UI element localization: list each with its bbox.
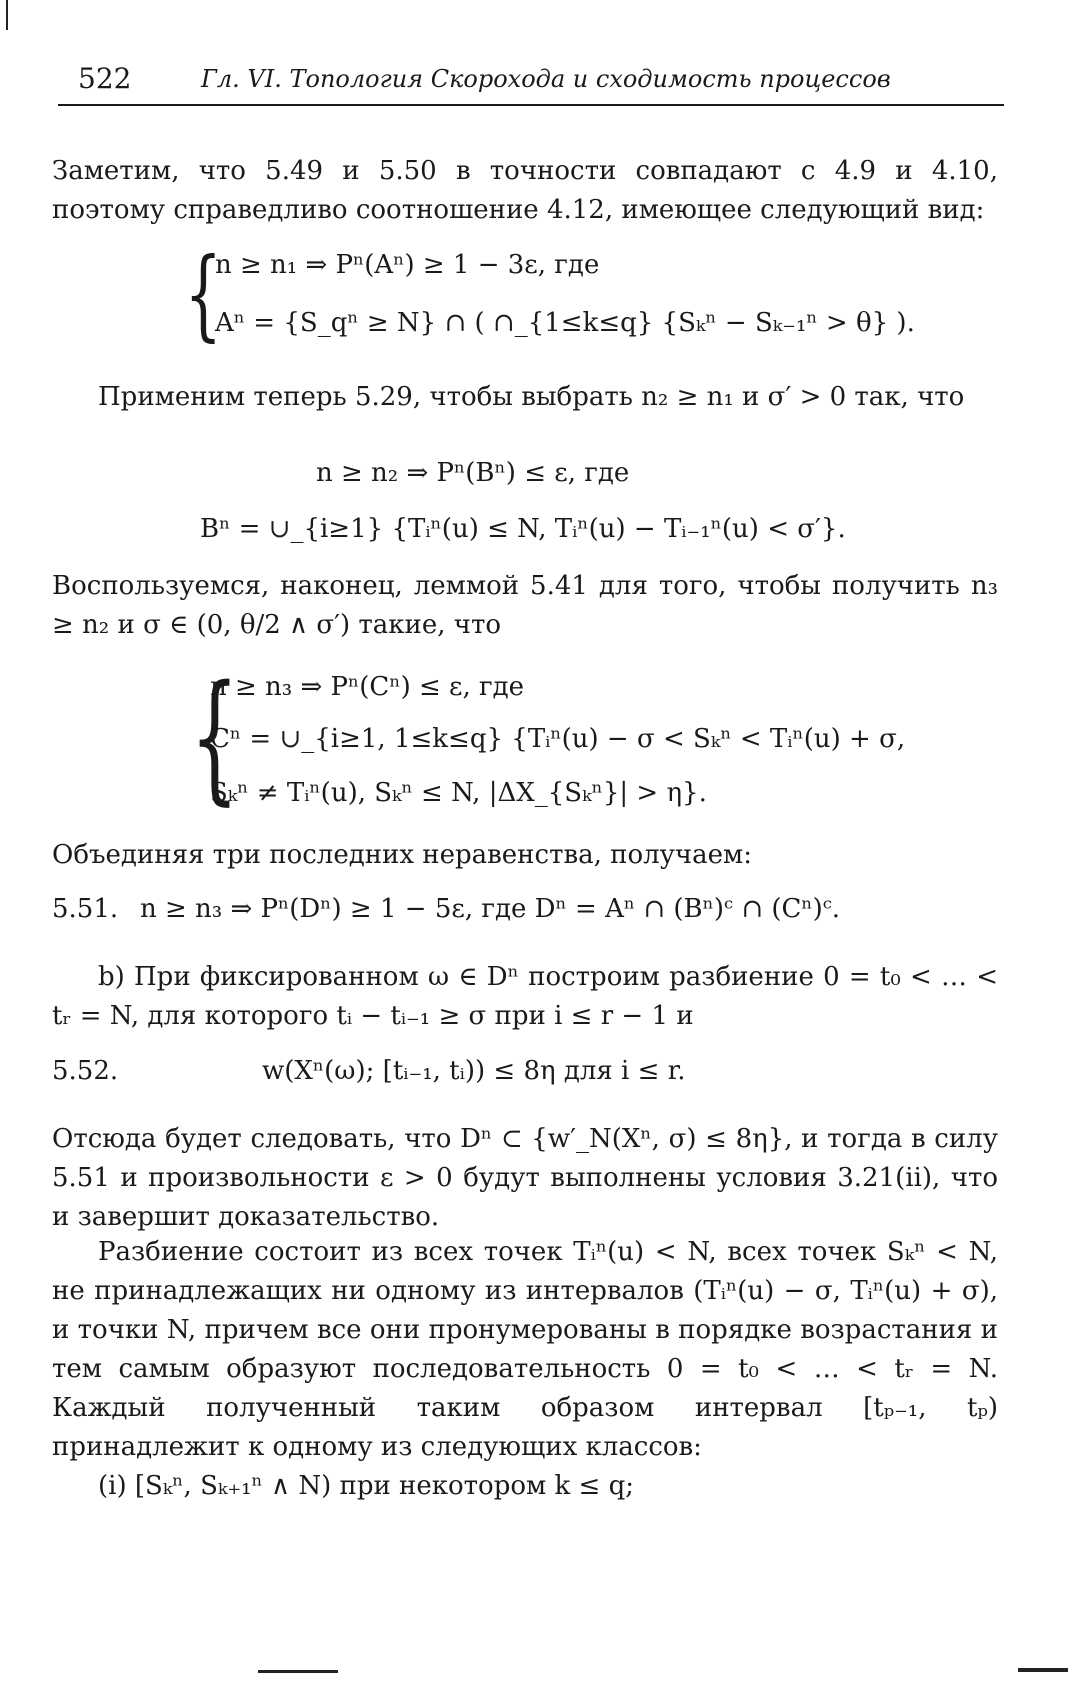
paragraph-1: Заметим, что 5.49 и 5.50 в точности совпадают с 4.9 и 4.10, поэтому справедливо соотношение 4.12, имеющее следующий вид: [52,156,998,225]
paragraph-3: Воспользуемся, наконец, леммой 5.41 для того, чтобы получить n₃ ≥ n₂ и σ ∈ (0, θ/2 ∧ σ′) такие, что [52,571,998,640]
equation-5-52-label: 5.52. [52,1056,119,1086]
brace-3: { [190,656,240,819]
paragraph-5: b) При фиксированном ω ∈ Dⁿ построим разбиение 0 = t₀ < … < tᵣ = N, для которого tᵢ − tᵢ₋₁ ≥ σ при i ≤ r − 1 и [52,962,998,1031]
paragraph-8: (i) [Sₖⁿ, Sₖ₊₁ⁿ ∧ N) при некотором k ≤ q; [98,1471,634,1501]
equation-5-51-label: 5.51. [52,894,119,924]
paragraph-2: Применим теперь 5.29, чтобы выбрать n₂ ≥ n₁ и σ′ > 0 так, что [98,382,965,412]
formula-3-line-1: n ≥ n₃ ⇒ Pⁿ(Cⁿ) ≤ ε, где [210,672,525,702]
equation-5-52: w(Xⁿ(ω); [tᵢ₋₁, tᵢ)) ≤ 8η для i ≤ r. [262,1056,686,1086]
formula-2-line-1: n ≥ n₂ ⇒ Pⁿ(Bⁿ) ≤ ε, где [316,458,630,488]
formula-1-line-2: Aⁿ = {S_qⁿ ≥ N} ∩ ( ∩_{1≤k≤q} {Sₖⁿ − Sₖ₋₁ⁿ > θ} ). [215,308,915,338]
equation-5-51: n ≥ n₃ ⇒ Pⁿ(Dⁿ) ≥ 1 − 5ε, где Dⁿ = Aⁿ ∩ (Bⁿ)ᶜ ∩ (Cⁿ)ᶜ. [140,894,841,924]
scan-mark [1018,1668,1068,1672]
scan-mark [258,1670,338,1673]
running-title: Гл. VI. Топология Скорохода и сходимость процессов [201,65,891,93]
formula-1-line-1: n ≥ n₁ ⇒ Pⁿ(Aⁿ) ≥ 1 − 3ε, где [215,250,600,280]
brace-1: { [184,238,222,352]
page-number: 522 [78,62,132,95]
page-header [58,60,1004,106]
formula-3-line-3: Sₖⁿ ≠ Tᵢⁿ(u), Sₖⁿ ≤ N, |ΔX_{Sₖⁿ}| > η}. [210,778,707,808]
paragraph-4: Объединяя три последних неравенства, получаем: [52,840,752,870]
scan-mark [6,0,8,30]
paragraph-6: Отсюда будет следовать, что Dⁿ ⊂ {w′_N(Xⁿ, σ) ≤ 8η}, и тогда в силу 5.51 и произвольности ε > 0 будут выполнены условия 3.21(ii), что и завершит доказательство. [52,1124,998,1232]
formula-3-line-2: Cⁿ = ∪_{i≥1, 1≤k≤q} {Tᵢⁿ(u) − σ < Sₖⁿ < Tᵢⁿ(u) + σ, [210,724,906,754]
formula-2-line-2: Bⁿ = ∪_{i≥1} {Tᵢⁿ(u) ≤ N, Tᵢⁿ(u) − Tᵢ₋₁ⁿ(u) < σ′}. [200,514,846,544]
paragraph-7: Разбиение состоит из всех точек Tᵢⁿ(u) < N, всех точек Sₖⁿ < N, не принадлежащих ни одному из интервалов (Tᵢⁿ(u) − σ, Tᵢⁿ(u) + σ), и точки N, причем все они пронумерованы в порядке возрастания и тем самым образуют последовательность 0 = t₀ < … < tᵣ = N. Каждый полученный таким образом интервал [tₚ₋₁, tₚ) принадлежит к одному из следующих классов: [52,1237,998,1462]
